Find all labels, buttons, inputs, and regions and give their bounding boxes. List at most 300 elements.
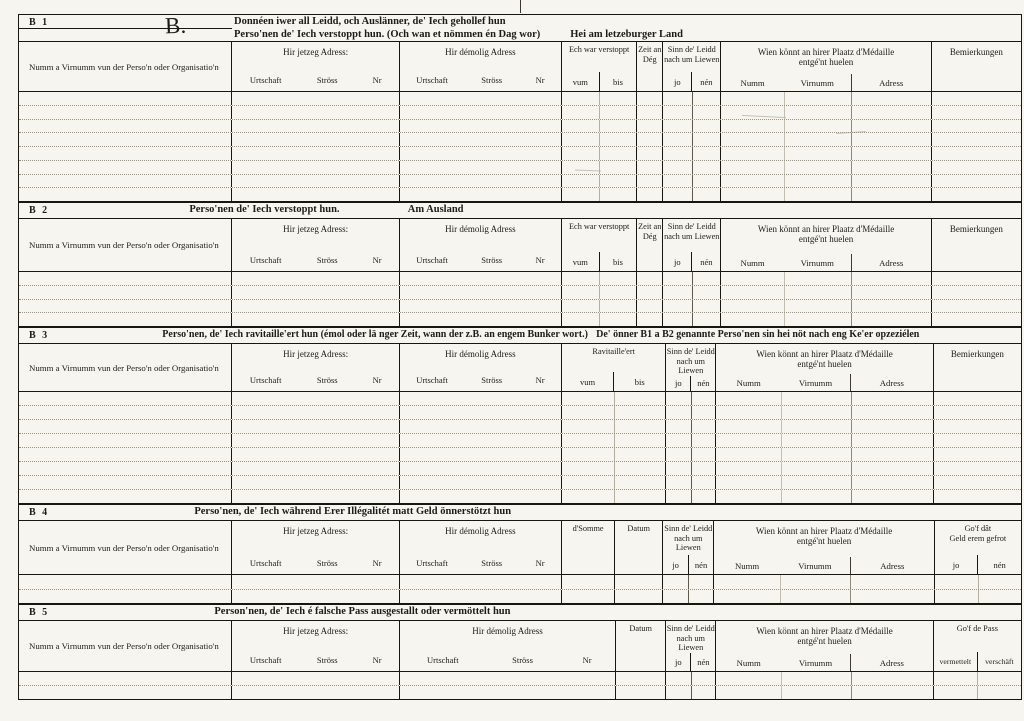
write-cell-hidden-period (562, 175, 637, 188)
medal-recipient-line1: Wien könnt an hirer Plaatz d'Médaille (757, 224, 895, 234)
current-address-label: Hir jetzeg Adress: (283, 349, 349, 359)
medal-recipient-line2: entgé'nt huelen (796, 536, 852, 546)
write-cell-days (637, 313, 663, 326)
write-row (19, 476, 1021, 490)
write-cell-former-address (400, 286, 562, 299)
yesno-subheaders (663, 72, 720, 91)
stross-label: Ströss (481, 558, 503, 568)
write-cell-days (637, 147, 663, 160)
stross-label: Ströss (316, 75, 338, 85)
nr-label: Nr (372, 375, 382, 385)
stross-label: Ströss (316, 655, 338, 665)
write-cell-days (637, 188, 663, 201)
write-cell-remarks (932, 188, 1021, 201)
name-column-label: Numm a Virnumm vun der Perso'n oder Organisatio'n (29, 641, 219, 651)
write-cell-days (637, 106, 663, 119)
current-address-label: Hir jetzeg Adress: (283, 224, 349, 234)
write-cell-pass-provided (934, 672, 1021, 685)
write-cell-remarks (934, 448, 1021, 461)
money-reclaimed-line2: Geld erem gefrot (949, 534, 1007, 543)
write-cell-former-address (400, 462, 562, 475)
urtschaft-label: Urtschaft (249, 655, 282, 665)
name-column-label: Numm a Virnumm vun der Perso'n oder Organisatio'n (29, 362, 219, 373)
write-cell-still-alive (666, 448, 716, 461)
write-cell-current-address (232, 490, 399, 503)
col-header-still-alive (663, 521, 714, 574)
section-b5-title: Person'nen, de' Iech é falsche Pass ausgestallt oder vermöttelt hun (214, 606, 511, 617)
name-column-label: Numm a Virnumm vun der Perso'n oder Organisatio'n (29, 542, 219, 553)
write-cell-hidden-period (562, 313, 637, 326)
write-cell-name (19, 286, 232, 299)
jo-label: jo (674, 378, 682, 389)
col-header-remarks (932, 219, 1021, 271)
col-header-date (616, 621, 666, 671)
write-cell-date (616, 686, 666, 699)
still-alive-label: Sinn de' Leidd nach um Liewen (666, 624, 715, 652)
write-row (19, 490, 1021, 503)
stross-label: Ströss (512, 655, 533, 665)
address-subheaders (400, 75, 561, 91)
write-cell-name (19, 406, 232, 419)
jo-label: jo (673, 256, 681, 267)
vum-label: vum (580, 376, 596, 387)
jo-label: jo (674, 656, 682, 667)
write-row (19, 686, 1021, 699)
write-cell-name (19, 161, 232, 174)
write-cell-name (19, 106, 232, 119)
stross-label: Ströss (481, 75, 503, 85)
write-cell-name (19, 175, 232, 188)
write-cell-current-address (232, 406, 399, 419)
col-header-name (19, 42, 232, 91)
write-cell-medal-recipient (721, 175, 931, 188)
write-cell-medal-recipient (716, 420, 933, 433)
section-b4-body (19, 574, 1021, 603)
write-cell-medal-recipient (721, 161, 931, 174)
section-b3-title-row (19, 328, 1021, 343)
write-row (19, 272, 1021, 286)
section-b1-title-line2-text: Perso'nen de' Iech verstoppt hun. (Och wan et nömmen én Dag wor) (234, 28, 541, 40)
supplied-period-label: Ravitaille'ert (592, 347, 635, 356)
nr-label: Nr (535, 75, 545, 85)
col-header-name (19, 521, 232, 574)
period-subheaders (562, 372, 665, 391)
write-cell-still-alive (663, 133, 721, 146)
write-cell-former-address (400, 272, 562, 285)
write-cell-name (19, 434, 232, 447)
bis-label: bis (599, 252, 637, 271)
col-header-still-alive (663, 219, 721, 271)
write-cell-former-address (400, 406, 562, 419)
nen-label: nén (691, 72, 720, 91)
medal-recipient-label (716, 621, 932, 646)
write-cell-remarks (934, 462, 1021, 475)
write-cell-former-address (400, 313, 562, 326)
col-header-former-address (400, 621, 616, 671)
money-reclaimed-label (935, 521, 1021, 544)
address-subheaders (232, 558, 398, 574)
write-cell-name (19, 448, 232, 461)
write-cell-medal-recipient (721, 133, 931, 146)
former-address-label: Hir démolig Adress (445, 526, 516, 536)
col-header-name (19, 621, 232, 671)
write-cell-still-alive (663, 92, 721, 105)
write-cell-still-alive (663, 313, 721, 326)
write-cell-remarks (932, 120, 1021, 133)
write-cell-former-address (400, 106, 562, 119)
col-header-amount (562, 521, 615, 574)
write-cell-medal-recipient (721, 313, 931, 326)
hidden-period-label: Ech war verstoppt (568, 45, 630, 54)
virnumm-label: Virnumm (798, 657, 833, 668)
nr-label: Nr (582, 655, 592, 665)
col-header-former-address (400, 344, 562, 391)
numm-label: Numm (736, 657, 761, 668)
write-cell-former-address (400, 575, 562, 589)
write-cell-days (637, 120, 663, 133)
write-cell-supplied-period (562, 462, 666, 475)
section-b1-id: B 1 (29, 17, 50, 28)
urtschaft-label: Urtschaft (416, 255, 448, 265)
write-cell-current-address (232, 448, 399, 461)
medal-recipient-subheaders (716, 654, 932, 671)
write-cell-pass-provided (934, 686, 1021, 699)
former-address-label: Hir démolig Adress (445, 47, 516, 57)
write-cell-name (19, 313, 232, 326)
write-cell-days (637, 300, 663, 313)
write-cell-remarks (932, 286, 1021, 299)
write-cell-still-alive (663, 188, 721, 201)
yesno-subheaders (935, 555, 1021, 574)
section-b2-body (19, 271, 1021, 326)
write-cell-medal-recipient (721, 188, 931, 201)
write-cell-former-address (400, 133, 562, 146)
section-b1-title-line1: Donnéen iwer all Leidd, och Auslänner, de' Iech gehollef hun (234, 16, 506, 27)
write-cell-former-address (400, 392, 562, 405)
section-b1-title-line2 (234, 29, 683, 42)
write-cell-former-address (400, 686, 616, 699)
col-header-days (637, 219, 663, 271)
col-header-medal-recipient (721, 219, 931, 271)
write-cell-still-alive (663, 147, 721, 160)
bis-label: bis (613, 372, 665, 391)
vermettelt-label: vermettelt (939, 657, 972, 666)
write-cell-remarks (934, 490, 1021, 503)
form-table (18, 14, 1022, 700)
write-cell-still-alive (663, 161, 721, 174)
write-cell-former-address (400, 147, 562, 160)
section-b2-title: Perso'nen de' Iech verstoppt hun. (189, 204, 340, 215)
write-cell-current-address (232, 476, 399, 489)
write-cell-hidden-period (562, 161, 637, 174)
medal-recipient-line2: entgé'nt huelen (798, 57, 854, 67)
section-b4-title: Perso'nen, de' Iech während Erer Illégalitét matt Geld önnerstötzt hun (194, 506, 512, 517)
write-cell-remarks (934, 392, 1021, 405)
urtschaft-label: Urtschaft (249, 375, 282, 385)
write-cell-name (19, 462, 232, 475)
write-cell-supplied-period (562, 406, 666, 419)
current-address-label: Hir jetzeg Adress: (283, 626, 349, 636)
urtschaft-label: Urtschaft (249, 558, 282, 568)
section-b2-column-headers (19, 218, 1021, 271)
write-row (19, 590, 1021, 604)
medal-recipient-subheaders (721, 254, 930, 271)
write-row (19, 420, 1021, 434)
col-header-former-address (400, 521, 562, 574)
write-cell-current-address (232, 434, 399, 447)
numm-label: Numm (735, 560, 760, 571)
write-cell-days (637, 92, 663, 105)
section-b1-title-right: Hei am letzeburger Land (570, 28, 683, 40)
write-cell-name (19, 300, 232, 313)
write-cell-date (616, 672, 666, 685)
col-header-name (19, 219, 232, 271)
col-header-medal-recipient (714, 521, 934, 574)
write-row (19, 672, 1021, 686)
write-row (19, 147, 1021, 161)
still-alive-label: Sinn de' Leidd nach um Liewen (664, 222, 720, 241)
current-address-label: Hir jetzeg Adress: (283, 47, 349, 57)
section-b5-id: B 5 (29, 607, 50, 618)
write-cell-former-address (400, 672, 616, 685)
write-cell-hidden-period (562, 272, 637, 285)
nen-label: nén (688, 555, 714, 574)
write-cell-current-address (232, 300, 399, 313)
write-row (19, 92, 1021, 106)
section-b4-title-row (19, 505, 1021, 520)
nen-label: nén (691, 252, 720, 271)
write-cell-current-address (232, 590, 399, 604)
write-cell-still-alive (663, 286, 721, 299)
date-label: Datum (627, 524, 650, 533)
medal-recipient-label (721, 42, 930, 67)
section-b5-title-row (19, 605, 1021, 620)
write-cell-current-address (232, 286, 399, 299)
stross-label: Ströss (481, 255, 503, 265)
write-cell-former-address (400, 434, 562, 447)
remarks-label: Bemierkungen (949, 224, 1003, 234)
virnumm-label: Virnumm (800, 77, 834, 88)
col-header-former-address (400, 42, 562, 91)
write-cell-remarks (934, 434, 1021, 447)
vum-label: vum (572, 76, 588, 87)
section-b2-title-right: Am Ausland (407, 204, 464, 215)
virnumm-label: Virnumm (800, 257, 834, 268)
write-cell-days (637, 286, 663, 299)
urtschaft-label: Urtschaft (416, 75, 448, 85)
nen-label: nén (977, 555, 1021, 574)
urtschaft-label: Urtschaft (416, 375, 448, 385)
write-cell-current-address (232, 175, 399, 188)
medal-recipient-line2: entgé'nt huelen (797, 359, 852, 369)
section-b5 (19, 603, 1021, 699)
write-cell-medal-recipient (721, 286, 931, 299)
write-cell-supplied-period (562, 490, 666, 503)
days-label: Zeit an Dég (638, 222, 662, 241)
write-cell-still-alive (663, 300, 721, 313)
write-cell-name (19, 392, 232, 405)
former-address-label: Hir démolig Adress (445, 224, 516, 234)
write-cell-supplied-period (562, 420, 666, 433)
section-b2 (19, 201, 1021, 326)
nr-label: Nr (535, 375, 545, 385)
col-header-medal-recipient (716, 621, 933, 671)
write-row (19, 161, 1021, 175)
section-b3-id: B 3 (29, 330, 50, 341)
write-cell-current-address (232, 120, 399, 133)
write-cell-former-address (400, 92, 562, 105)
write-cell-days (637, 133, 663, 146)
medal-recipient-subheaders (721, 74, 930, 91)
write-cell-supplied-period (562, 434, 666, 447)
write-cell-still-alive (666, 672, 716, 685)
write-cell-former-address (400, 188, 562, 201)
still-alive-label: Sinn de' Leidd nach um Liewen (664, 524, 713, 552)
write-cell-days (637, 175, 663, 188)
period-subheaders (562, 72, 636, 91)
nr-label: Nr (372, 75, 382, 85)
write-cell-current-address (232, 686, 399, 699)
nen-label: nén (690, 653, 715, 672)
address-subheaders (232, 75, 398, 91)
still-alive-label: Sinn de' Leidd nach um Liewen (664, 45, 720, 64)
jo-label: jo (672, 559, 679, 570)
urtschaft-label: Urtschaft (249, 75, 282, 85)
nr-label: Nr (372, 255, 382, 265)
write-cell-still-alive (666, 462, 716, 475)
write-cell-money-reclaimed (935, 590, 1021, 604)
write-cell-name (19, 133, 232, 146)
col-header-former-address (400, 219, 562, 271)
numm-label: Numm (740, 257, 765, 268)
write-cell-current-address (232, 313, 399, 326)
write-cell-medal-recipient (716, 448, 933, 461)
write-cell-medal-recipient (716, 434, 933, 447)
write-cell-medal-recipient (716, 686, 933, 699)
col-header-money-reclaimed (935, 521, 1021, 574)
section-b1-id-underline (19, 28, 232, 29)
write-row (19, 286, 1021, 300)
write-cell-medal-recipient (716, 462, 933, 475)
write-cell-supplied-period (562, 448, 666, 461)
remarks-label: Bemierkungen (950, 349, 1004, 359)
write-cell-remarks (932, 175, 1021, 188)
write-row (19, 406, 1021, 420)
write-cell-still-alive (663, 590, 714, 604)
write-cell-medal-recipient (714, 575, 934, 589)
period-subheaders (562, 252, 636, 271)
stross-label: Ströss (316, 255, 338, 265)
stross-label: Ströss (316, 558, 338, 568)
yesno-subheaders (666, 653, 715, 672)
section-b5-body (19, 671, 1021, 699)
numm-label: Numm (736, 377, 761, 388)
write-cell-medal-recipient (721, 300, 931, 313)
virnumm-label: Virnumm (798, 377, 833, 388)
write-cell-current-address (232, 272, 399, 285)
section-b1-column-headers (19, 41, 1021, 91)
col-header-date (615, 521, 663, 574)
address-subheaders (400, 558, 561, 574)
adress-label: Adress (850, 557, 934, 574)
write-cell-current-address (232, 106, 399, 119)
write-cell-remarks (932, 92, 1021, 105)
write-cell-former-address (400, 120, 562, 133)
write-cell-former-address (400, 300, 562, 313)
write-cell-still-alive (666, 420, 716, 433)
col-header-still-alive (666, 621, 716, 671)
col-header-current-address (232, 521, 399, 574)
write-row (19, 133, 1021, 147)
write-cell-name (19, 686, 232, 699)
date-label: Datum (629, 624, 653, 633)
write-cell-name (19, 272, 232, 285)
write-cell-current-address (232, 92, 399, 105)
jo-label: jo (952, 559, 960, 570)
write-row (19, 462, 1021, 476)
section-b4-column-headers (19, 520, 1021, 574)
jo-label: jo (673, 76, 681, 87)
section-b4 (19, 503, 1021, 603)
adress-label: Adress (850, 374, 933, 391)
address-subheaders (232, 375, 398, 391)
write-cell-still-alive (666, 476, 716, 489)
write-cell-medal-recipient (721, 106, 931, 119)
adress-label: Adress (851, 254, 931, 271)
yesno-subheaders (663, 252, 720, 271)
write-cell-amount (562, 575, 615, 589)
write-cell-name (19, 147, 232, 160)
write-cell-still-alive (663, 120, 721, 133)
col-header-current-address (232, 42, 399, 91)
write-row (19, 392, 1021, 406)
verschaft-label: verschäft (977, 652, 1021, 671)
scan-artifact-line (520, 0, 521, 13)
write-cell-still-alive (666, 434, 716, 447)
write-cell-name (19, 476, 232, 489)
col-header-hidden-period (562, 219, 637, 271)
write-cell-current-address (232, 392, 399, 405)
write-cell-date (615, 575, 663, 589)
write-cell-current-address (232, 575, 399, 589)
write-cell-medal-recipient (716, 490, 933, 503)
medal-recipient-line1: Wien könnt an hirer Plaatz d'Médaille (755, 526, 893, 536)
write-cell-name (19, 590, 232, 604)
still-alive-label: Sinn de' Leidd nach um Liewen (666, 347, 715, 375)
name-column-label: Numm a Virnumm vun der Perso'n oder Organisatio'n (29, 61, 219, 72)
write-cell-medal-recipient (721, 147, 931, 160)
write-cell-former-address (400, 161, 562, 174)
nr-label: Nr (372, 558, 382, 568)
col-header-current-address (232, 344, 399, 391)
write-row (19, 106, 1021, 120)
write-cell-hidden-period (562, 286, 637, 299)
col-header-supplied-period (562, 344, 666, 391)
section-b2-id: B 2 (29, 205, 50, 216)
write-cell-name (19, 672, 232, 685)
col-header-name (19, 344, 232, 391)
col-header-still-alive (666, 344, 716, 391)
medal-recipient-label (716, 344, 932, 369)
write-cell-remarks (934, 420, 1021, 433)
write-cell-days (637, 272, 663, 285)
write-cell-still-alive (666, 406, 716, 419)
write-cell-medal-recipient (714, 590, 934, 604)
col-header-current-address (232, 219, 399, 271)
write-row (19, 434, 1021, 448)
write-cell-remarks (932, 300, 1021, 313)
write-cell-remarks (934, 476, 1021, 489)
